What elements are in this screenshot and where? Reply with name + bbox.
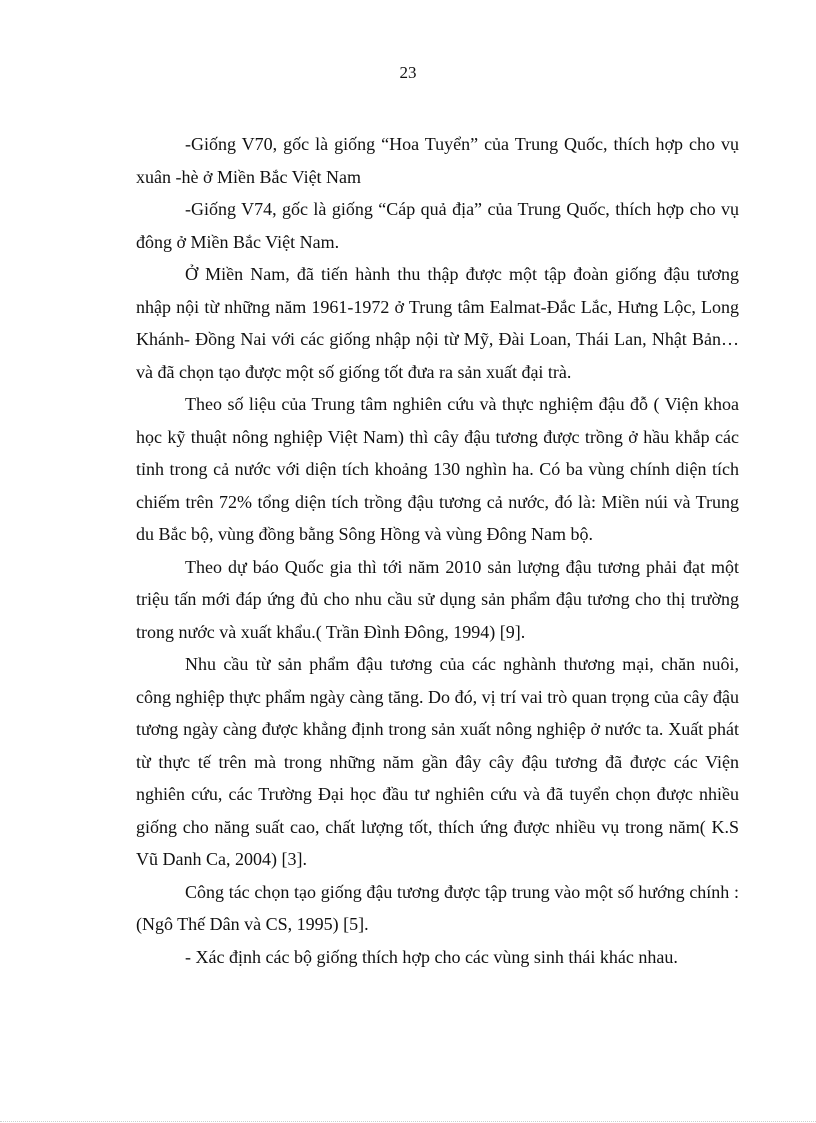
paragraph-demand-growth: Nhu cầu từ sản phẩm đậu tương của các nghành thương mại, chăn nuôi, công nghiệp thực phẩm ngày càng tăng. Do đó, vị trí vai trò quan trọng của cây đậu tương ngày càng được khẳng định trong sản xuất nông nghiệp ở nước ta. Xuất phát từ thực tế trên mà trong những năm gần đây cây đậu tương đã được các Viện nghiên cứu, các Trường Đại học đầu tư nghiên cứu và đã tuyển chọn được nhiều giống cho năng suất cao, chất lượng tốt, thích ứng được nhiều vụ trong năm( K.S Vũ Danh Ca, 2004) [3]. bbox=[136, 654, 739, 869]
paragraph-ecological-zones: - Xác định các bộ giống thích hợp cho các vùng sinh thái khác nhau. bbox=[185, 946, 678, 967]
paragraph-southern-collection: Ở Miền Nam, đã tiến hành thu thập được một tập đoàn giống đậu tương nhập nội từ những năm 1961-1972 ở Trung tâm Ealmat-Đắc Lắc, Hưng Lộc, Long Khánh- Đồng Nai với các giống nhập nội từ Mỹ, Đài Loan, Thái Lan, Nhật Bản… và đã chọn tạo được một số giống tốt đưa ra sản xuất đại trà. bbox=[136, 264, 739, 382]
page-bottom-divider bbox=[0, 1121, 816, 1122]
paragraph-national-forecast: Theo dự báo Quốc gia thì tới năm 2010 sản lượng đậu tương phải đạt một triệu tấn mới đáp ứng đủ cho nhu cầu sử dụng sản phẩm đậu tương cho thị trường trong nước và xuất khẩu.( Trần Đình Đông, 1994) [9]. bbox=[136, 556, 739, 642]
page-number: 23 bbox=[399, 63, 417, 82]
paragraph-research-center-data: Theo số liệu của Trung tâm nghiên cứu và thực nghiệm đậu đỗ ( Viện khoa học kỹ thuật nông nghiệp Việt Nam) thì cây đậu tương được trồng ở hầu khắp các tỉnh trong cả nước với diện tích khoảng 130 nghìn ha. Có ba vùng chính diện tích chiếm trên 72% tổng diện tích trồng đậu tương cả nước, đó là: Miền núi và Trung du Bắc bộ, vùng đồng bằng Sông Hồng và vùng Đông Nam bộ. bbox=[136, 394, 739, 544]
document-body bbox=[136, 128, 739, 973]
paragraph-v70-variety: -Giống V70, gốc là giống “Hoa Tuyển” của Trung Quốc, thích hợp cho vụ xuân -hè ở Miền Bắc Việt Nam bbox=[136, 134, 739, 187]
paragraph-breeding-directions: Công tác chọn tạo giống đậu tương được tập trung vào một số hướng chính : (Ngô Thế Dân và CS, 1995) [5]. bbox=[136, 881, 739, 934]
paragraph-v74-variety: -Giống V74, gốc là giống “Cáp quả địa” của Trung Quốc, thích hợp cho vụ đông ở Miền Bắc Việt Nam. bbox=[136, 199, 739, 252]
